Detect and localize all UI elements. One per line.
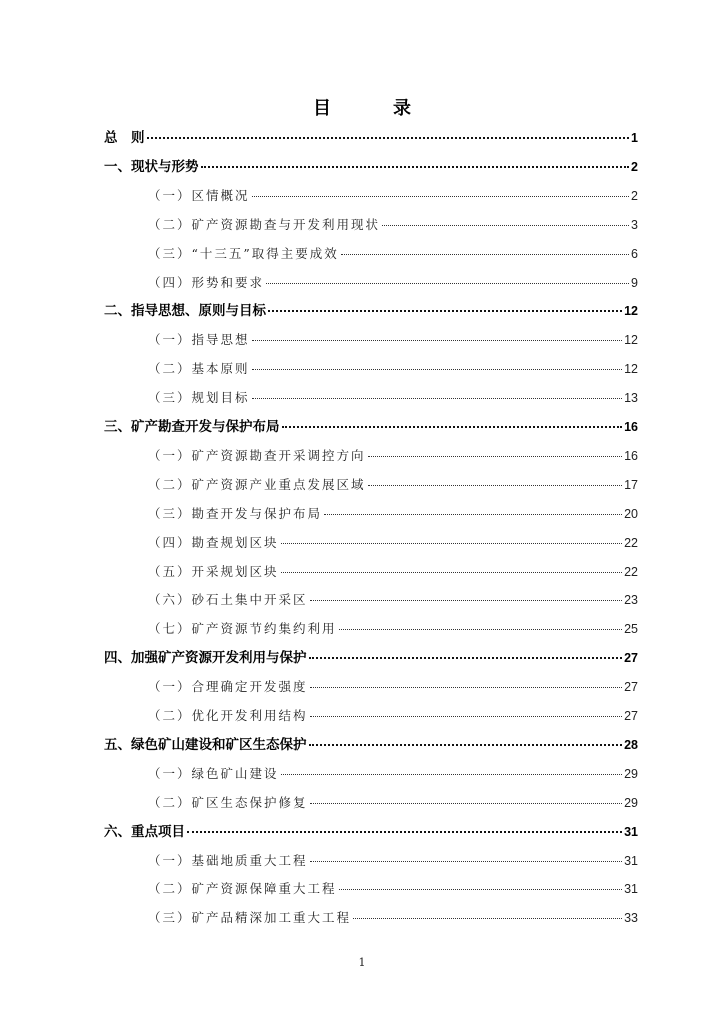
toc-entry-title: 六、重点项目 bbox=[104, 823, 185, 840]
toc-entry-page: 29 bbox=[624, 766, 638, 781]
toc-entry[interactable] bbox=[148, 851, 638, 871]
dot-leader bbox=[252, 368, 623, 370]
toc-entry-page: 27 bbox=[624, 680, 638, 695]
toc-entry-title: （一）指导思想 bbox=[148, 332, 250, 348]
toc-entry-title: （二）矿产资源保障重大工程 bbox=[148, 881, 337, 897]
dot-leader bbox=[339, 888, 623, 890]
page-title: 目 录 bbox=[313, 98, 433, 119]
toc-entry-page: 12 bbox=[624, 304, 638, 319]
toc-entry-page: 9 bbox=[631, 275, 638, 290]
toc-entry-title: （二）矿产资源勘查与开发利用现状 bbox=[148, 216, 381, 232]
toc-entry-title: （一）绿色矿山建设 bbox=[148, 765, 279, 781]
dot-leader bbox=[281, 571, 623, 573]
toc-entry-title: （三）勘查开发与保护布局 bbox=[148, 505, 323, 521]
toc-entry-page: 6 bbox=[631, 246, 638, 261]
dot-leader bbox=[266, 282, 629, 284]
dot-leader bbox=[187, 830, 622, 833]
toc-entry-title: 五、绿色矿山建设和矿区生态保护 bbox=[104, 736, 307, 753]
toc-entry-page: 22 bbox=[624, 564, 638, 579]
toc-entry[interactable] bbox=[148, 533, 638, 553]
toc-entry[interactable] bbox=[148, 677, 638, 697]
toc-entry-page: 2 bbox=[631, 188, 638, 203]
dot-leader bbox=[309, 743, 623, 746]
toc-entry-title: （七）矿产资源节约集约利用 bbox=[148, 621, 337, 637]
toc-entry-page: 16 bbox=[624, 448, 638, 463]
toc-entry[interactable] bbox=[148, 244, 638, 264]
toc-entry[interactable] bbox=[148, 446, 638, 466]
toc-entry-page: 29 bbox=[624, 795, 638, 810]
toc-entry[interactable] bbox=[104, 735, 638, 755]
toc-entry-page: 2 bbox=[631, 159, 638, 174]
toc-entry-page: 31 bbox=[624, 853, 638, 868]
toc-entry[interactable] bbox=[104, 128, 638, 148]
toc-entry-page: 33 bbox=[624, 911, 638, 926]
dot-leader bbox=[309, 656, 623, 659]
toc-entry-title: 总 则 bbox=[104, 130, 145, 146]
dot-leader bbox=[268, 309, 622, 312]
dot-leader bbox=[252, 195, 630, 197]
dot-leader bbox=[353, 917, 622, 919]
dot-leader bbox=[339, 628, 623, 630]
toc-entry-page: 27 bbox=[624, 651, 638, 666]
dot-leader bbox=[324, 513, 622, 515]
toc-entry-title: （一）区情概况 bbox=[148, 187, 250, 203]
toc-entry-page: 12 bbox=[624, 362, 638, 377]
dot-leader bbox=[368, 455, 623, 457]
dot-leader bbox=[201, 165, 630, 168]
toc-entry-page: 25 bbox=[624, 622, 638, 637]
dot-leader bbox=[252, 397, 623, 399]
dot-leader bbox=[382, 224, 629, 226]
dot-leader bbox=[147, 136, 630, 139]
toc-entry-title: （一）合理确定开发强度 bbox=[148, 679, 308, 695]
toc-entry-title: 三、矿产勘查开发与保护布局 bbox=[104, 419, 280, 435]
toc-entry[interactable] bbox=[104, 822, 638, 842]
toc-entry-page: 1 bbox=[631, 131, 638, 145]
toc-entry-title: 四、加强矿产资源开发利用与保护 bbox=[104, 650, 307, 667]
toc-entry-title: （四）勘查规划区块 bbox=[148, 534, 279, 550]
toc-entry[interactable] bbox=[148, 186, 638, 206]
dot-leader bbox=[310, 860, 623, 862]
toc-entry[interactable] bbox=[148, 504, 638, 524]
toc-entry[interactable] bbox=[148, 388, 638, 408]
toc-entry-title: 一、现状与形势 bbox=[104, 158, 199, 175]
toc-entry[interactable] bbox=[104, 417, 638, 437]
toc-entry-title: （五）开采规划区块 bbox=[148, 563, 279, 579]
toc-entry-page: 23 bbox=[624, 593, 638, 608]
toc-entry[interactable] bbox=[148, 215, 638, 235]
toc-entry-title: 二、指导思想、原则与目标 bbox=[104, 303, 266, 320]
toc-entry[interactable] bbox=[104, 157, 638, 177]
toc-entry[interactable] bbox=[148, 590, 638, 610]
toc-entry[interactable] bbox=[148, 273, 638, 293]
page-number: 1 bbox=[358, 956, 366, 969]
toc-entry-title: （二）矿产资源产业重点发展区域 bbox=[148, 476, 366, 492]
toc-entry-title: （二）基本原则 bbox=[148, 361, 250, 377]
dot-leader bbox=[281, 542, 623, 544]
toc-entry-title: （三）矿产品精深加工重大工程 bbox=[148, 910, 352, 926]
toc-entry-page: 28 bbox=[624, 737, 638, 752]
toc-entry[interactable] bbox=[148, 359, 638, 379]
toc-entry[interactable] bbox=[104, 301, 638, 321]
toc-entry-title: （二）矿区生态保护修复 bbox=[148, 794, 308, 810]
dot-leader bbox=[252, 339, 623, 341]
toc-entry[interactable] bbox=[104, 648, 638, 668]
toc-entry[interactable] bbox=[148, 706, 638, 726]
dot-leader bbox=[368, 484, 623, 486]
toc-entry[interactable] bbox=[148, 619, 638, 639]
toc-entry[interactable] bbox=[148, 475, 638, 495]
toc-entry-page: 31 bbox=[624, 882, 638, 897]
toc-entry-title: （三）规划目标 bbox=[148, 390, 250, 406]
toc-entry[interactable] bbox=[148, 908, 638, 928]
toc-entry-page: 17 bbox=[624, 477, 638, 492]
toc-entry-page: 31 bbox=[624, 824, 638, 839]
toc-entry-title: （一）基础地质重大工程 bbox=[148, 852, 308, 868]
toc-entry-page: 22 bbox=[624, 535, 638, 550]
toc-entry[interactable] bbox=[148, 879, 638, 899]
toc-entry[interactable] bbox=[148, 330, 638, 350]
dot-leader bbox=[310, 686, 623, 688]
toc-entry-page: 3 bbox=[631, 217, 638, 232]
dot-leader bbox=[310, 715, 623, 717]
toc-entry-title: （三）“十三五”取得主要成效 bbox=[148, 245, 339, 261]
toc-entry-title: （六）砂石土集中开采区 bbox=[148, 592, 308, 608]
toc-entry-page: 16 bbox=[624, 420, 638, 434]
dot-leader bbox=[341, 253, 629, 255]
toc-entry-page: 27 bbox=[624, 709, 638, 723]
dot-leader bbox=[282, 425, 623, 428]
toc-entry-page: 13 bbox=[624, 391, 638, 406]
toc-entry-title: （一）矿产资源勘查开采调控方向 bbox=[148, 447, 366, 463]
toc-entry[interactable] bbox=[148, 764, 638, 784]
dot-leader bbox=[281, 773, 623, 775]
dot-leader bbox=[310, 599, 623, 601]
toc-entry[interactable] bbox=[148, 562, 638, 582]
toc-entry-title: （二）优化开发利用结构 bbox=[148, 708, 308, 723]
toc-entry-page: 12 bbox=[624, 333, 638, 348]
dot-leader bbox=[310, 802, 623, 804]
toc-entry-page: 20 bbox=[624, 506, 638, 521]
toc-entry-title: （四）形势和要求 bbox=[148, 274, 265, 290]
toc-entry[interactable] bbox=[148, 793, 638, 813]
